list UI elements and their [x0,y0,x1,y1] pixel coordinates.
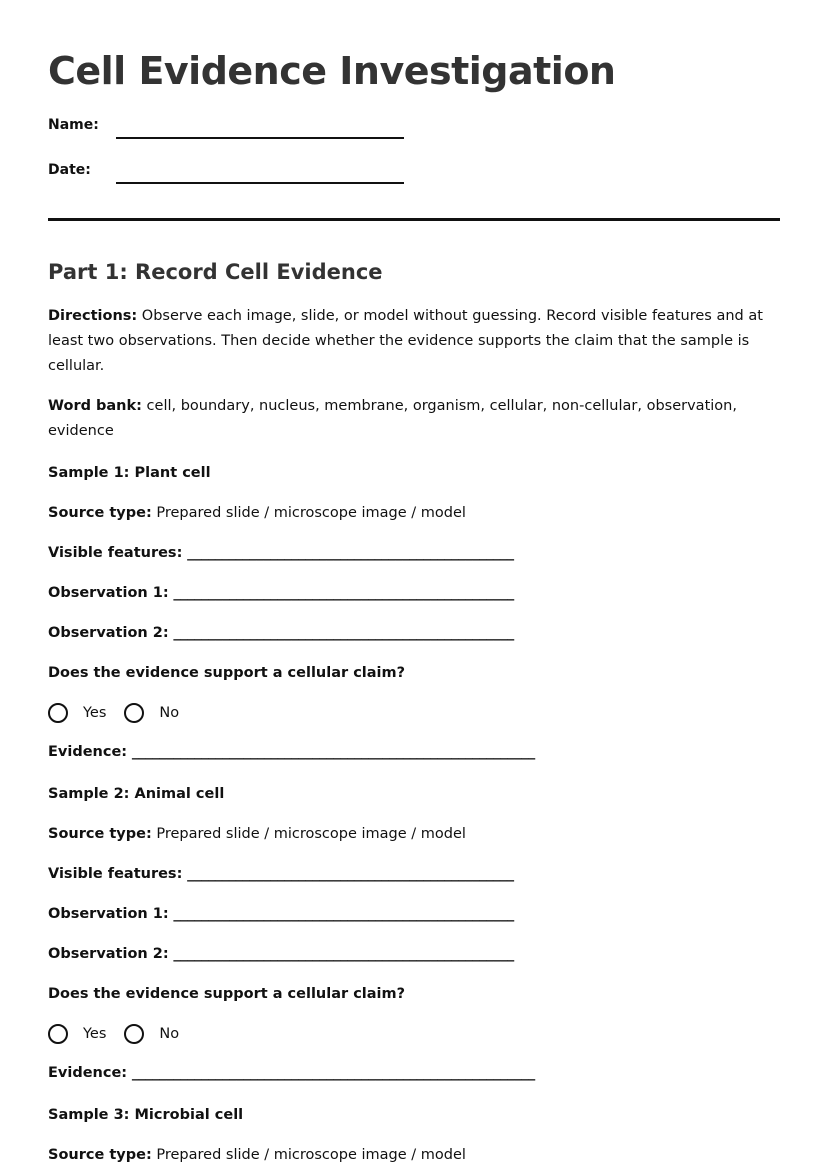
observation-1-label: Observation 1: [48,906,169,922]
visible-features-line [48,541,780,566]
yes-radio-label: Yes [83,705,107,721]
evidence-blank[interactable]: __________________________________________________________ [127,744,535,760]
claim-radio-group [48,700,780,726]
yes-radio[interactable] [48,1024,68,1044]
name-input-line[interactable] [116,115,404,139]
sample-title: Sample 3: Microbial cell [48,1107,244,1123]
observation-2-label: Observation 2: [48,625,169,641]
source-type-line [48,1143,780,1168]
observation-2-line [48,621,780,646]
cellular-claim-question: Does the evidence support a cellular claim? [48,986,406,1002]
observation-1-blank[interactable]: _________________________________________________ [168,906,514,922]
observation-1-line [48,902,780,927]
source-type-label: Source type: [48,1147,152,1163]
source-type-line [48,501,780,526]
page-title: Cell Evidence Investigation [48,49,616,93]
evidence-line [48,1061,780,1086]
name-label: Name: [48,117,99,133]
yes-radio[interactable] [48,703,68,723]
directions-paragraph [48,304,780,379]
source-type-options: Prepared slide / microscope image / model [151,1147,466,1163]
part1-heading: Part 1: Record Cell Evidence [48,260,383,284]
sample-3 [48,1103,780,1168]
source-type-label: Source type: [48,505,152,521]
observation-1-blank[interactable]: _________________________________________________ [168,585,514,601]
sample-title: Sample 1: Plant cell [48,465,211,481]
evidence-line [48,740,780,765]
no-radio[interactable] [124,703,144,723]
sample-title: Sample 2: Animal cell [48,786,225,802]
name-field-row [48,94,780,139]
source-type-label: Source type: [48,826,152,842]
no-radio[interactable] [124,1024,144,1044]
no-radio-label: No [159,1026,180,1042]
word-bank-label: Word bank: [48,398,142,414]
claim-radio-group [48,1021,780,1047]
observation-2-blank[interactable]: _________________________________________________ [168,625,514,641]
visible-features-label: Visible features: [48,866,183,882]
cellular-claim-question: Does the evidence support a cellular claim? [48,665,406,681]
evidence-blank[interactable]: __________________________________________________________ [127,1065,535,1081]
visible-features-blank[interactable]: _______________________________________________ [182,545,514,561]
source-type-line [48,822,780,847]
evidence-label: Evidence: [48,744,128,760]
date-label: Date: [48,162,91,178]
word-bank-text: cell, boundary, nucleus, membrane, organism, cellular, non-cellular, observation, evidence [48,398,737,439]
visible-features-label: Visible features: [48,545,183,561]
visible-features-line [48,862,780,887]
sample-2 [48,782,780,1086]
source-type-options: Prepared slide / microscope image / model [151,505,466,521]
word-bank [48,394,780,444]
sample-1 [48,461,780,765]
directions-label: Directions: [48,308,138,324]
observation-1-label: Observation 1: [48,585,169,601]
evidence-label: Evidence: [48,1065,128,1081]
visible-features-blank[interactable]: _______________________________________________ [182,866,514,882]
observation-2-label: Observation 2: [48,946,169,962]
date-field-row [48,139,780,184]
section-divider [48,218,780,221]
yes-radio-label: Yes [83,1026,107,1042]
observation-2-blank[interactable]: _________________________________________________ [168,946,514,962]
date-input-line[interactable] [116,160,404,184]
no-radio-label: No [159,705,180,721]
observation-1-line [48,581,780,606]
observation-2-line [48,942,780,967]
directions-text: Observe each image, slide, or model without guessing. Record visible features and at least two observations. Then decide whether the evidence supports the claim that the sample is cellular. [48,308,763,374]
source-type-options: Prepared slide / microscope image / model [151,826,466,842]
